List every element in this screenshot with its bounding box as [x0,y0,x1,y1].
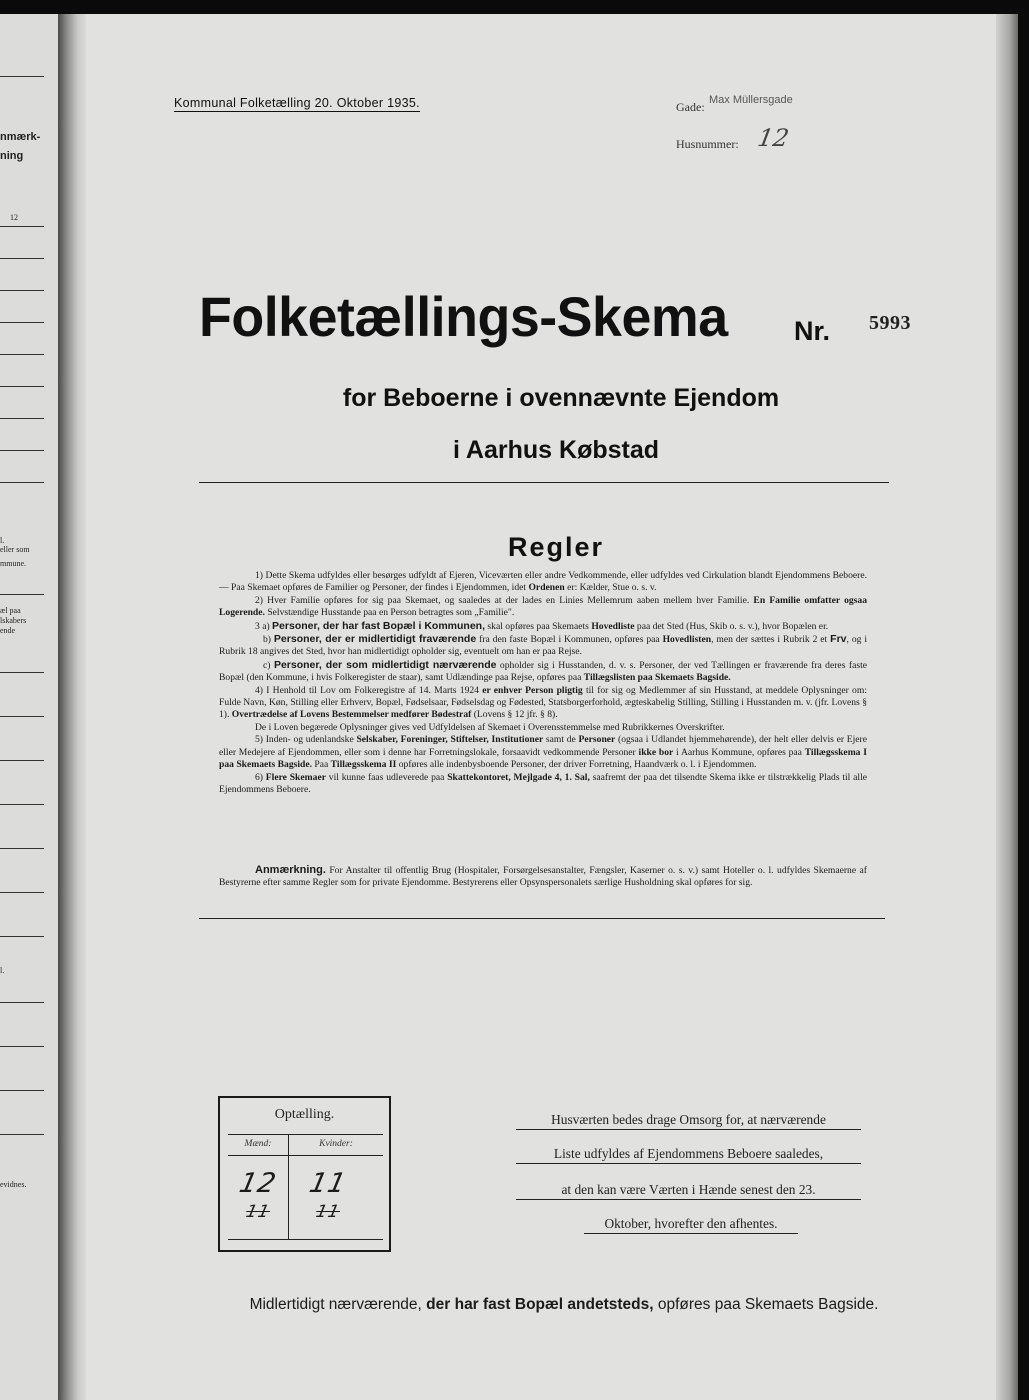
count-title: Optælling. [274,1107,335,1122]
host-note-line: at den kan være Værten i Hænde senest den 23. [516,1182,861,1200]
rule-4-continued: De i Loven begærede Oplysninger gives ved Udfyldelsen af Skemaet i Overensstemmelse med Rubrikkernes Overskrifter. [255,721,725,733]
men-count-struck: 11 [244,1202,272,1222]
left-frag: l. [0,536,5,545]
left-rule [0,672,44,673]
left-rule [0,1134,44,1135]
subtitle: for Beboerne i ovennævnte Ejendom [342,384,780,412]
left-frag: lskabers [0,616,27,625]
form-number-value: 5993 [869,312,911,334]
left-rule [0,76,44,77]
rule-3a: 3 a) Personer, der har fast Bopæl i Kommunen, skal opføres paa Skemaets Hovedliste paa det Sted (Hus, Skib o. s. v.), hvor Bopælen er. [255,619,829,632]
left-rule [0,804,44,805]
left-rule [0,594,44,595]
book-spine [58,14,86,1400]
page-title: Folketællings-Skema [199,285,728,348]
left-frag: evidnes. [0,1180,27,1189]
remark [219,864,867,890]
left-rule [0,418,44,419]
men-column-header: Mænd: [244,1139,272,1149]
count-column-divider [288,1134,289,1240]
left-frag: l. [0,966,5,975]
left-rule [0,482,44,483]
census-header: Kommunal Folketælling 20. Oktober 1935. [174,96,420,110]
left-rule [0,1090,44,1091]
left-rule [0,322,44,323]
left-rule [0,386,44,387]
count-divider [228,1239,383,1240]
remark-text: For Anstalter til offentlig Brug (Hospitaler, Forsørgelsesanstalter, Fængsler, Kaserner o. s. v.) samt Hoteller o. l. udfyldes Skemaerne af Bestyrerne efter samme Regler som for private Ejendomme. Bestyrerens eller Opsynspersonalets særlige Husholdning skal opføres for sig. [219,865,867,889]
left-rule [0,936,44,937]
census-form-page [86,14,996,1400]
host-note-line: Oktober, hvorefter den afhentes. [584,1216,798,1234]
left-rule [0,1046,44,1047]
left-frag: nmærk- [0,131,41,143]
street-label: Gade: [676,100,705,114]
left-rule [0,226,44,227]
left-rule [0,1002,44,1003]
left-rule [0,760,44,761]
left-frag: æl paa [0,606,21,615]
left-frag: 12 [10,213,18,222]
men-count: 12 [236,1168,280,1199]
rule-2: 2) Hver Familie opføres for sig paa Skemaet, og saaledes at der lades en Linies Mellemrum aaben mellem hver Familie. En Familie omfatter ogsaa Logerende. Selvstændige Husstande paa en Person betragtes som „Familie". [219,594,867,619]
subtitle-location: i Aarhus Købstad [452,436,660,464]
divider [199,918,885,919]
left-rule [0,258,44,259]
women-column-header: Kvinder: [319,1139,353,1149]
count-divider [228,1155,383,1156]
left-rule [0,450,44,451]
form-number-label: Nr. [794,316,831,346]
rule-3c: c) Personer, der som midlertidigt nærværende opholder sig i Husstanden, d. v. s. Personer, der ved Tællingen er fraværende fra deres faste Bopæl (den Kommune, i hvis Folkeregister de staar), samt Udlændinge paa Rejse, opføres paa Tillægslisten paa Skemaets Bagside. [219,658,868,684]
left-rule [0,892,44,893]
host-note-line: Husværten bedes drage Omsorg for, at nærværende [516,1112,861,1130]
street-value: Max Müllersgade [709,94,793,106]
women-count-struck: 11 [314,1202,342,1222]
divider [199,482,889,483]
left-rule [0,848,44,849]
left-frag: ende [0,626,16,635]
left-frag: eller som [0,545,30,554]
rules-heading: Regler [507,532,605,562]
rule-3b: b) Personer, der er midlertidigt fraværende fra den faste Bopæl i Kommunen, opføres paa Hovedlisten, men der sættes i Rubrik 2 et Frv, og i Rubrik 18 angives det Sted, hvor han midlertidigt opholder sig, eventuelt om han er paa Rejse. [219,633,868,658]
house-number-label: Husnummer: [676,137,739,151]
count-divider [228,1134,383,1135]
rules-text [219,570,867,796]
count-box [218,1096,391,1252]
host-note-line: Liste udfyldes af Ejendommens Beboere saaledes, [516,1146,861,1164]
women-count: 11 [306,1168,350,1199]
left-rule [0,716,44,717]
left-page-fragment [0,14,58,1400]
left-frag: ning [0,150,24,162]
remark-label: Anmærkning. [255,864,326,876]
rule-6: 6) Flere Skemaer vil kunne faas udleverede paa Skattekontoret, Mejlgade 4, 1. Sal, saafremt der paa det tilsendte Skema ikke er tilstrækkelig Plads til alle Ejendommens Beboere. [219,771,867,795]
page-edge [996,14,1018,1400]
footer-note: Midlertidigt nærværende, der har fast Bopæl andetsteds, opføres paa Skemaets Bagside. [249,1296,879,1313]
house-number-value: 12 [755,124,792,152]
rule-1: 1) Dette Skema udfyldes eller besørges udfyldt af Ejeren, Viceværten eller andre Vedkommende, eller udfyldes ved Cirkulation blandt Ejendommens Beboere. — Paa Skemaet opføres de Familier og Personer, der findes i Ejendommen, idet Ordenen er: Kælder, Stue o. s. v. [219,570,867,594]
left-rule [0,290,44,291]
rule-4: 4) I Henhold til Lov om Folkeregistre af 14. Marts 1924 er enhver Person pligtig til for sig og Medlemmer af sin Husstand, at meddele Oplysninger om: Fulde Navn, Køn, Stilling eller Erhverv, Bopæl, Fødselsaar, Fødselsdag og Fødested, Statsborgerforhold, ægteskabelig Stilling, Stilling i Husstanden m. v. (jfr. Lovens § 1). Overtrædelse af Lovens Bestemmelser medfører Bødestraf (Lovens § 12 jfr. § 8). [219,684,867,721]
rule-5: 5) Inden- og udenlandske Selskaber, Foreninger, Stiftelser, Institutioner samt de Personer (ogsaa i Udlandet hjemmehørende), der helt eller delvis er Ejere eller Medejere af Ejendommen, eller som i denne har Forretningslokale, forsaavidt vedkommende Personer ikke bor i Aarhus Kommune, opføres paa Tillægsskema I paa Skemaets Bagside. Paa Tillægsskema II opføres alle indenbysboende Personer, der driver Forretning, Haandværk o. l. i Ejendommen. [219,734,867,771]
left-rule [0,354,44,355]
left-frag: mmune. [0,559,26,568]
